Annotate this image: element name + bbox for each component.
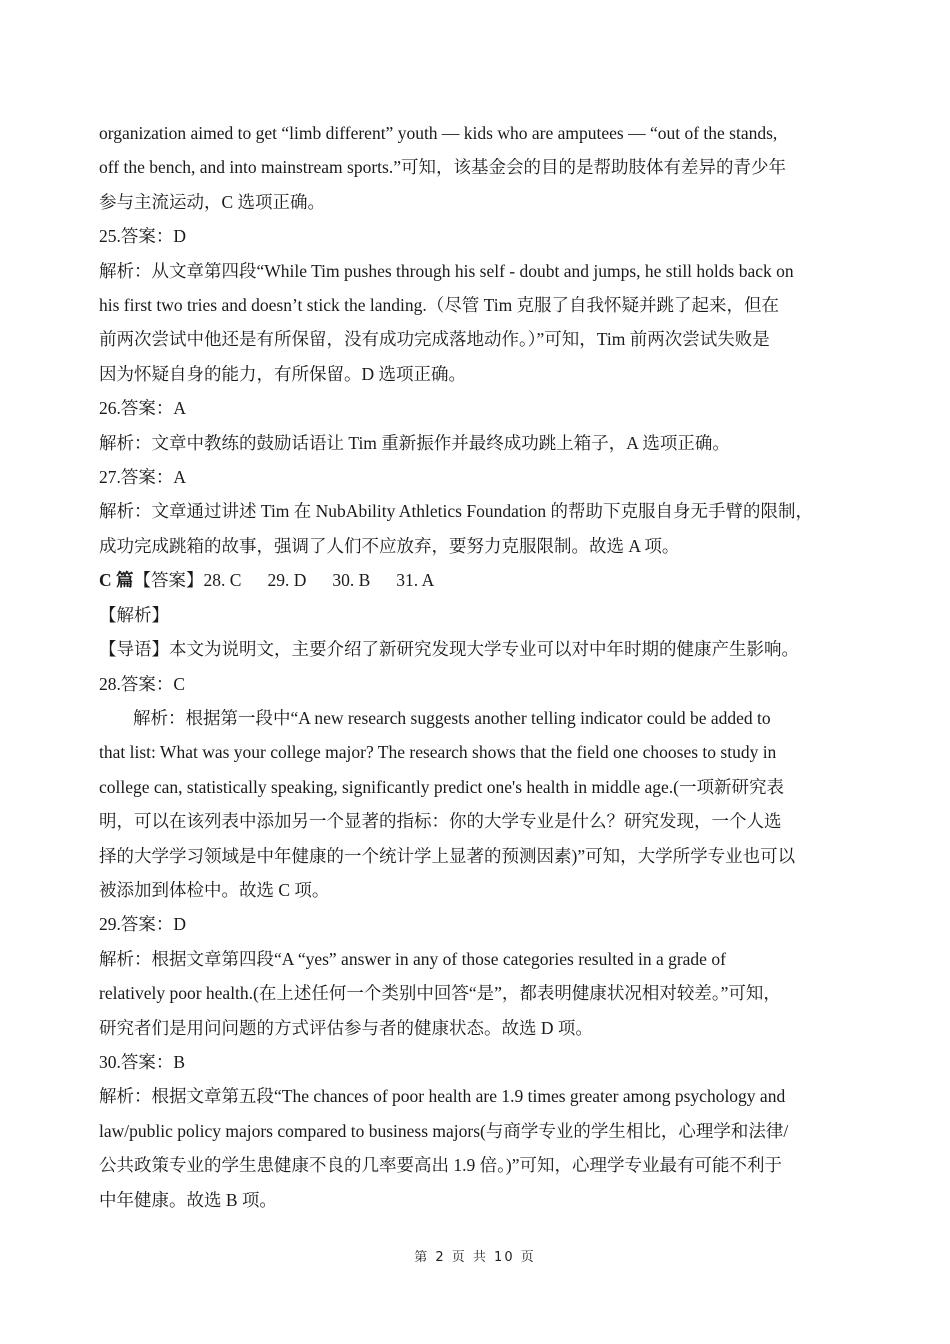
text-line: 参与主流运动，C 选项正确。 <box>99 191 326 212</box>
text-line: relatively poor health.(在上述任何一个类别中回答“是”，都表明健康状况相对较差。”可知， <box>99 983 781 1004</box>
text-line: 成功完成跳箱的故事，强调了人们不应放弃，要努力克服限制。故选 A 项。 <box>99 535 680 556</box>
text-line: 解析：根据文章第五段“The chances of poor health are 1.9 times greater among psychology and <box>99 1086 786 1107</box>
section-c-answers <box>99 563 855 597</box>
text-line: 解析：根据文章第四段“A “yes” answer in any of those categories resulted in a grade of <box>99 948 726 969</box>
text-line: organization aimed to get “limb different” youth — kids who are amputees — “out of the stands, <box>99 123 778 143</box>
intro-line: 【导语】本文为说明文，主要介绍了新研究发现大学专业可以对中年时期的健康产生影响。 <box>99 639 799 660</box>
text-line: his first two tries and doesn’t stick the landing.（尽管 Tim 克服了自我怀疑并跳了起来，但在 <box>99 295 780 316</box>
text-line: that list: What was your college major? The research shows that the field one chooses to study in <box>99 742 777 763</box>
document-body <box>99 116 855 1217</box>
answer-30: 30. B <box>332 570 371 591</box>
text-line: 明，可以在该列表中添加另一个显著的指标：你的大学专业是什么？研究发现，一个人选 <box>99 811 782 832</box>
answer-heading-26: 26.答案：A <box>99 398 187 419</box>
text-line: law/public policy majors compared to business majors(与商学专业的学生相比，心理学和法律/ <box>99 1120 789 1141</box>
text-line: 择的大学学习领域是中年健康的一个统计学上显著的预测因素)”可知，大学所学专业也可以 <box>99 845 796 866</box>
answer-28: 28. C <box>203 570 242 591</box>
text-line: 研究者们是用问问题的方式评估参与者的健康状态。故选 D 项。 <box>99 1017 593 1038</box>
text-line: 中年健康。故选 B 项。 <box>99 1189 277 1210</box>
answer-heading-28: 28.答案：C <box>99 673 186 694</box>
text-line: 被添加到体检中。故选 C 项。 <box>99 879 330 900</box>
answer-heading-29: 29.答案：D <box>99 914 187 935</box>
answer-heading-27: 27.答案：A <box>99 467 187 488</box>
text-line: college can, statistically speaking, significantly predict one's health in middle age.(一项新研究表 <box>99 776 784 797</box>
analysis-heading: 【解析】 <box>99 604 169 625</box>
answer-29: 29. D <box>267 570 307 591</box>
text-line: 因为怀疑自身的能力，有所保留。D 选项正确。 <box>99 363 467 384</box>
answer-heading-30: 30.答案：B <box>99 1051 186 1072</box>
answer-tag: 【答案】 <box>133 570 204 591</box>
text-line: 解析：文章通过讲述 Tim 在 NubAbility Athletics Foundation 的帮助下克服自身无手臂的限制， <box>99 501 813 522</box>
text-line: 公共政策专业的学生患健康不良的几率要高出 1.9 倍。)”可知，心理学专业最有可能不利于 <box>99 1155 782 1176</box>
text-line: 前两次尝试中他还是有所保留，没有成功完成落地动作。）”可知，Tim 前两次尝试失败是 <box>99 329 770 350</box>
section-c-label: C 篇 <box>99 570 134 591</box>
answer-31: 31. A <box>396 570 435 591</box>
text-line: 解析：从文章第四段“While Tim pushes through his self - doubt and jumps, he still holds back on <box>99 260 794 281</box>
text-line: off the bench, and into mainstream sports.”可知，该基金会的目的是帮助肢体有差异的青少年 <box>99 157 786 178</box>
answer-heading-25: 25.答案：D <box>99 226 187 247</box>
text-line: 解析：根据第一段中“A new research suggests another telling indicator could be added to <box>133 707 771 728</box>
text-line: 解析：文章中教练的鼓励话语让 Tim 重新振作并最终成功跳上箱子，A 选项正确。 <box>99 432 730 453</box>
page-number: 第 2 页 共 10 页 <box>414 1250 536 1265</box>
